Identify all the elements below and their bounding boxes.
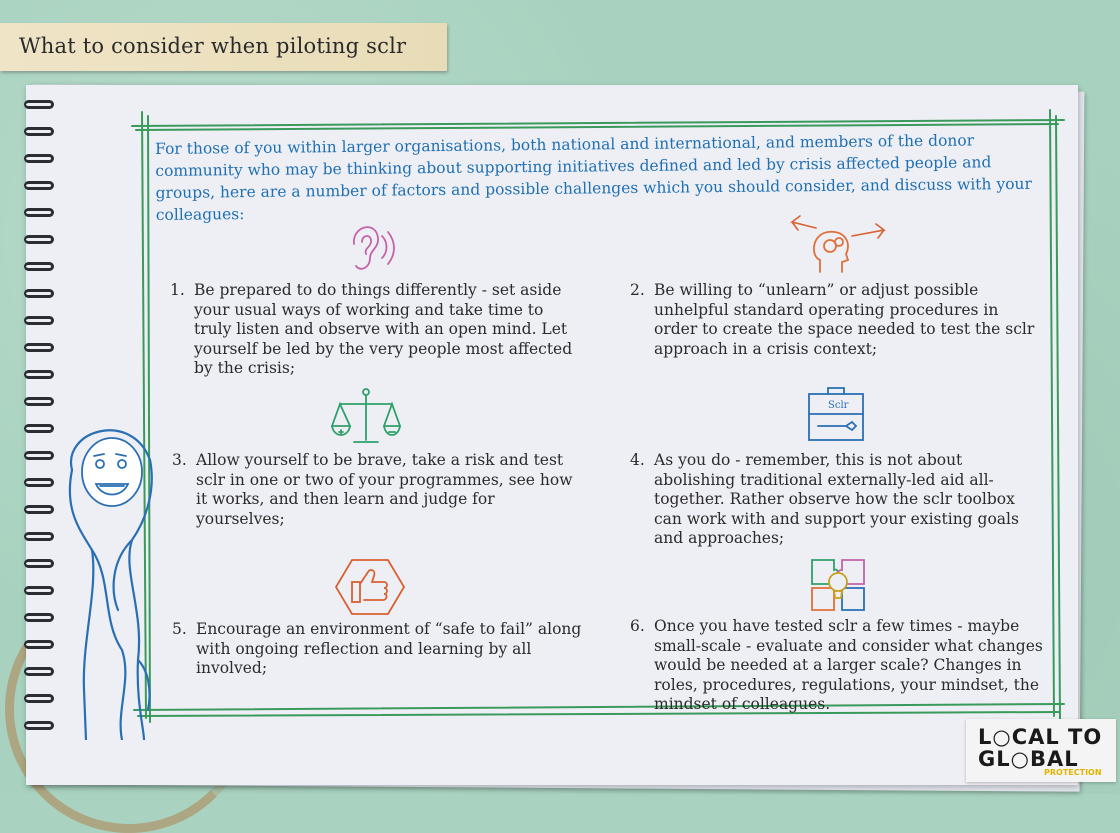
item-number: 5.	[172, 620, 187, 638]
spiral-coil	[24, 613, 54, 622]
title-banner	[0, 23, 447, 71]
spiral-coil	[24, 235, 54, 244]
item-text: As you do - remember, this is not about abolishing traditional externally-led aid all-together. Rather observe how the sclr toolbox can work with and support your existing goals and approaches;	[654, 451, 1019, 547]
list-item	[172, 620, 582, 679]
spiral-coil	[24, 100, 54, 109]
spiral-coil	[24, 586, 54, 595]
spiral-coil	[24, 289, 54, 298]
item-text: Allow yourself to be brave, take a risk and test sclr in one or two of your programmes, see how it works, and then learn and judge for yourselves;	[196, 451, 573, 528]
spiral-coil	[24, 694, 54, 703]
spiral-coil	[24, 154, 54, 163]
item-number: 6.	[630, 617, 645, 635]
puzzle-bulb-icon	[808, 556, 868, 614]
ear-icon	[336, 214, 400, 278]
cartoon-figure	[52, 410, 162, 740]
toolbox-label: Sclr	[828, 400, 849, 411]
local-to-global-logo	[966, 719, 1116, 782]
spiral-coil	[24, 262, 54, 271]
intro-paragraph: For those of you within larger organisations, both national and international, and members of the donor community who may be thinking about supporting initiatives defined and led by crisis affected people and groups, here are a number of factors and possible challenges which you should consider, and discuss with your colleagues:	[155, 131, 1032, 224]
thumbs-up-icon	[334, 556, 406, 618]
spiral-coil	[24, 451, 54, 460]
item-number: 3.	[172, 451, 187, 469]
spiral-coil	[24, 127, 54, 136]
item-text: Be prepared to do things differently - set aside your usual ways of working and take time to truly listen and observe with an open mind. Let yourself be led by the very people most affected by the crisis;	[194, 281, 573, 377]
item-text: Once you have tested sclr a few times - maybe small-scale - evaluate and consider what changes would be needed at a larger scale? Changes in roles, procedures, regulations, your mindset, the mindset of colleagues.	[654, 617, 1043, 713]
list-item	[630, 281, 1045, 359]
list-item	[172, 451, 582, 529]
list-item	[170, 281, 580, 379]
spiral-coil	[24, 316, 54, 325]
scales-icon	[330, 386, 402, 446]
item-number: 2.	[630, 281, 645, 299]
spiral-coil	[24, 667, 54, 676]
item-text: Be willing to “unlearn” or adjust possible unhelpful standard operating procedures in order to create the space needed to test the sclr approach in a crisis context;	[654, 281, 1035, 358]
spiral-coil	[24, 181, 54, 190]
toolbox-icon	[806, 386, 866, 444]
spiral-coil	[24, 559, 54, 568]
list-item	[630, 617, 1045, 715]
page-title: What to consider when piloting sclr	[19, 34, 407, 58]
logo-subtitle: PROTECTION	[1044, 768, 1102, 777]
spiral-coil	[24, 370, 54, 379]
list-item	[630, 451, 1045, 549]
spiral-coil	[24, 424, 54, 433]
item-number: 4.	[630, 451, 645, 469]
logo-line-1: L○CAL TO	[978, 725, 1103, 749]
spiral-coil	[24, 532, 54, 541]
head-gears-icon	[786, 212, 890, 278]
spiral-coil	[24, 721, 54, 730]
logo-line-2: GL○BAL	[978, 747, 1079, 771]
spiral-coil	[24, 397, 54, 406]
spiral-coil	[24, 343, 54, 352]
item-text: Encourage an environment of “safe to fail” along with ongoing reflection and learning by all involved;	[196, 620, 582, 677]
spiral-coil	[24, 478, 54, 487]
spiral-coil	[24, 505, 54, 514]
spiral-coil	[24, 208, 54, 217]
item-number: 1.	[170, 281, 185, 299]
spiral-coil	[24, 640, 54, 649]
